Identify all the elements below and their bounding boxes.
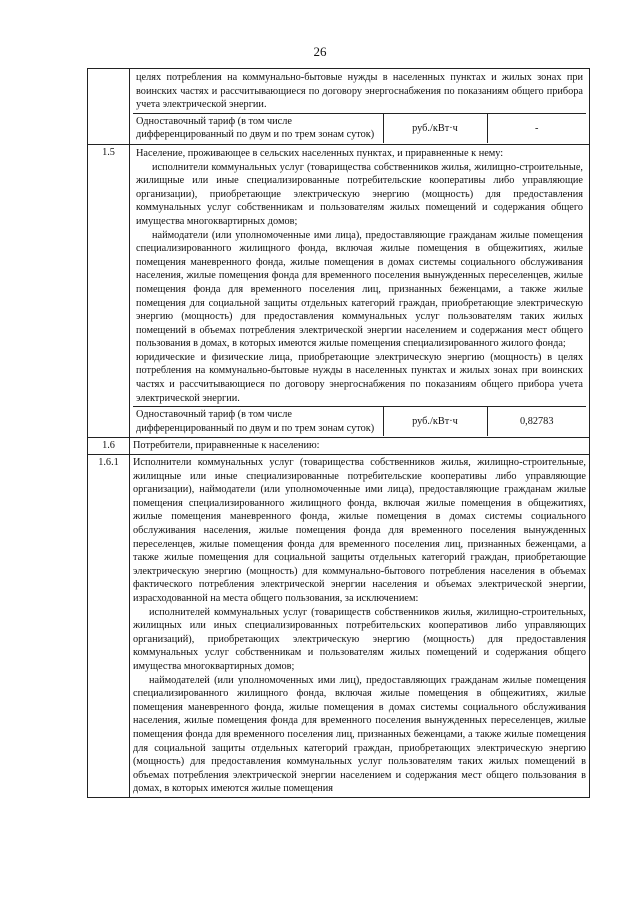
row-content xyxy=(130,144,590,437)
tariff-subtable xyxy=(133,113,586,143)
row-title: Потребители, приравненные к населению: xyxy=(130,438,590,455)
paragraph: Исполнители коммунальных услуг (товарищества собственников жилья, жилищно-строительные, жилищные или иные специализированные потребительские кооперативы либо управляющие организации), наймодатели (или уполномоченные ими лица), предоставляющие гражданам жилые помещения специализированного жилищного фонда, включая жилые помещения в общежитиях, жилые помещения маневренного фонда, жилые помещения в домах системы социального обслуживания населения, жилые помещения фонда для временного поселения вынужденных переселенцев, жилые помещения фонда для временного поселения лиц, признанных беженцами, а также жилые помещения для социальной защиты отдельных категорий граждан, приобретающие электрическую энергию (мощность) для коммунально-бытового потребления населения в объемах фактического потребления электрической энергии населения и объемах электрической энергии, израсходованной на места общего пользования, за исключением: xyxy=(133,457,586,604)
tariff-value: - xyxy=(487,113,586,143)
row-content xyxy=(130,455,590,798)
page-number: 26 xyxy=(313,44,327,59)
row-title: Население, проживающее в сельских населенных пунктах, и приравненные к нему: xyxy=(136,147,504,159)
tariff-label: Одноставочный тариф (в том числе дифференцированный по двум и по трем зонам суток) xyxy=(133,113,383,143)
tariff-unit: руб./кВт·ч xyxy=(383,113,487,143)
table-row xyxy=(88,438,590,455)
row-number: 1.6.1 xyxy=(88,455,130,798)
row-number: 1.6 xyxy=(88,438,130,455)
row-number xyxy=(88,69,130,145)
paragraph: наймодателей (или уполномоченных ими лиц), предоставляющих гражданам жилые помещения специализированного жилищного фонда, включая жилые помещения в общежитиях, жилые помещения маневренного фонда, жилые помещения в домах системы социального обслуживания населения, жилые помещения фонда для временного поселения вынужденных переселенцев, жилые помещения фонда для временного поселения лиц, признанных беженцами, а также жилые помещения для социальной защиты отдельных категорий граждан, приобретающих электрическую энергию (мощность) для предоставления коммунальных услуг пользователям таких жилых помещений в объемах потребления электрической энергии населением и содержания мест общего пользования в домах, в которых имеются жилые помещения xyxy=(133,674,586,795)
tariff-row xyxy=(133,407,586,437)
paragraph: юридические и физические лица, приобретающие электрическую энергию (мощность) в целях потребления на коммунально-бытовые нужды в населенных пунктах и жилых зонах при воинских частях и рассчитывающиеся по договору энергоснабжения по показаниям общего прибора учета электрической энергии. xyxy=(136,351,583,404)
tariff-value: 0,82783 xyxy=(487,407,586,437)
tariff-unit: руб./кВт·ч xyxy=(383,407,487,437)
table-row xyxy=(88,455,590,798)
tariff-label: Одноставочный тариф (в том числе дифференцированный по двум и по трем зонам суток) xyxy=(133,407,383,437)
row-number: 1.5 xyxy=(88,144,130,437)
table-row xyxy=(88,69,590,145)
paragraph: целях потребления на коммунально-бытовые нужды в населенных пунктах и жилых зонах при воинских частях и рассчитывающиеся по договору энергоснабжения по показаниям общего прибора учета электрической энергии. xyxy=(136,72,583,111)
paragraph: исполнителей коммунальных услуг (товариществ собственников жилья, жилищно-строительных, жилищных или иных специализированных потребительских кооперативов либо управляющих организаций), приобретающих электрическую энергию (мощность) для предоставления коммунальных услуг собственникам и пользователям жилых помещений и содержания общего имущества многоквартирных домов; xyxy=(133,606,586,672)
paragraph: наймодатели (или уполномоченные ими лица), предоставляющие гражданам жилые помещения специализированного жилищного фонда, включая жилые помещения в общежитиях, жилые помещения маневренного фонда, жилые помещения в домах системы социального обслуживания населения, жилые помещения фонда для временного поселения вынужденных переселенцев, жилые помещения фонда для временного поселения лиц, признанных беженцами, а также жилые помещения для социальной защиты отдельных категорий граждан, приобретающие электрическую энергию (мощность) для предоставления коммунальных услуг пользователям таких жилых помещений в объемах потребления электрической энергии населением и содержания мест общего пользования в домах, в которых имеются жилые помещения специализированного жилого фонда; xyxy=(136,229,583,350)
tariff-row xyxy=(133,113,586,143)
table-row xyxy=(88,144,590,437)
tariff-subtable xyxy=(133,406,586,436)
paragraph: исполнители коммунальных услуг (товарищества собственников жилья, жилищно-строительные, жилищные или иные специализированные потребительские кооперативы либо управляющие организации), приобретающие электрическую энергию (мощность) для предоставления коммунальных услуг собственникам и пользователям жилых помещений и содержания общего имущества многоквартирных домов; xyxy=(136,161,583,227)
tariff-table xyxy=(87,68,590,798)
row-content xyxy=(130,69,590,145)
